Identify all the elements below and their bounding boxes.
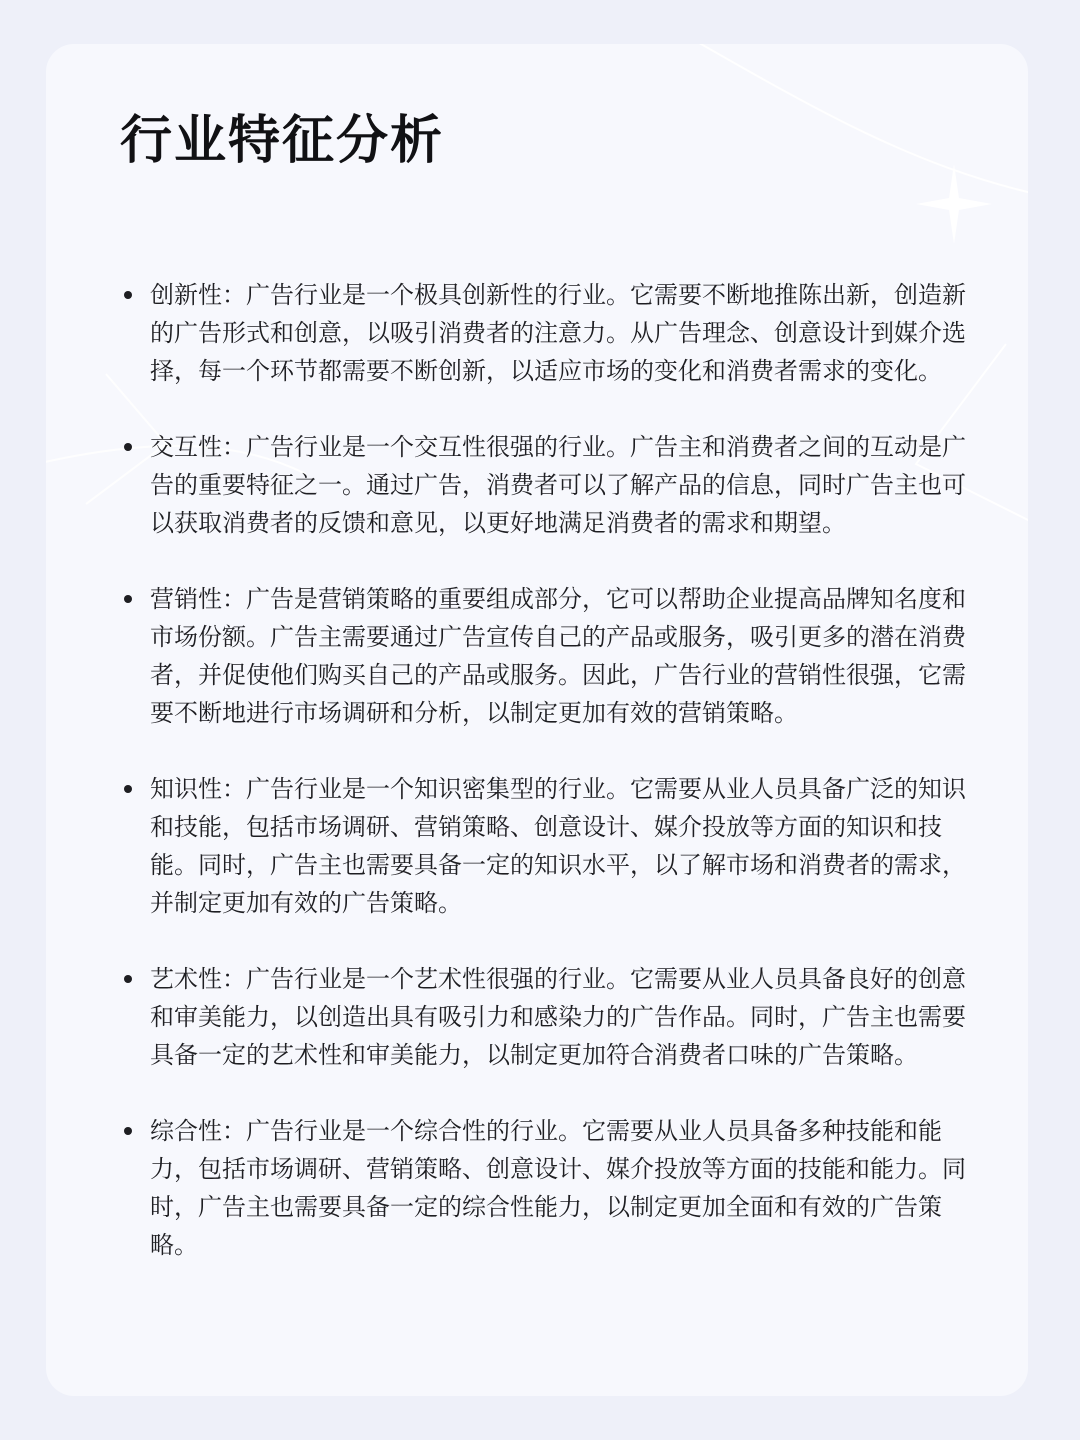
bullet-icon bbox=[124, 595, 132, 603]
list-item-knowledge bbox=[124, 770, 970, 922]
list-item-text: 营销性：广告是营销策略的重要组成部分，它可以帮助企业提高品牌知名度和市场份额。广告主需要通过广告宣传自己的产品或服务，吸引更多的潜在消费者，并促使他们购买自己的产品或服务。因此，广告行业的营销性很强，它需要不断地进行市场调研和分析，以制定更加有效的营销策略。 bbox=[150, 585, 966, 727]
bullet-icon bbox=[124, 785, 132, 793]
list-item-text: 知识性：广告行业是一个知识密集型的行业。它需要从业人员具备广泛的知识和技能，包括市场调研、营销策略、创意设计、媒介投放等方面的知识和技能。同时，广告主也需要具备一定的知识水平，以了解市场和消费者的需求，并制定更加有效的广告策略。 bbox=[150, 775, 966, 917]
bullet-icon bbox=[124, 291, 132, 299]
list-item-text: 艺术性：广告行业是一个艺术性很强的行业。它需要从业人员具备良好的创意和审美能力，以创造出具有吸引力和感染力的广告作品。同时，广告主也需要具备一定的艺术性和审美能力，以制定更加符合消费者口味的广告策略。 bbox=[150, 965, 966, 1069]
bullet-icon bbox=[124, 1127, 132, 1135]
bullet-icon bbox=[124, 443, 132, 451]
content-card bbox=[46, 44, 1028, 1396]
list-item-text: 综合性：广告行业是一个综合性的行业。它需要从业人员具备多种技能和能力，包括市场调研、营销策略、创意设计、媒介投放等方面的技能和能力。同时，广告主也需要具备一定的综合性能力，以制定更加全面和有效的广告策略。 bbox=[150, 1117, 966, 1259]
list-item-text: 创新性：广告行业是一个极具创新性的行业。它需要不断地推陈出新，创造新的广告形式和创意，以吸引消费者的注意力。从广告理念、创意设计到媒介选择，每一个环节都需要不断创新，以适应市场的变化和消费者需求的变化。 bbox=[150, 281, 966, 385]
list-item-interactivity bbox=[124, 428, 970, 542]
list-item-innovation bbox=[124, 276, 970, 390]
page-title: 行业特征分析 bbox=[120, 111, 445, 171]
list-item-artistry bbox=[124, 960, 970, 1074]
sparkle-icon bbox=[916, 164, 992, 244]
list-item-marketing bbox=[124, 580, 970, 732]
list-item-text: 交互性：广告行业是一个交互性很强的行业。广告主和消费者之间的互动是广告的重要特征之一。通过广告，消费者可以了解产品的信息，同时广告主也可以获取消费者的反馈和意见，以更好地满足消费者的需求和期望。 bbox=[150, 433, 966, 537]
list-item-comprehensiveness bbox=[124, 1112, 970, 1264]
bullet-icon bbox=[124, 975, 132, 983]
feature-list bbox=[124, 276, 970, 1302]
